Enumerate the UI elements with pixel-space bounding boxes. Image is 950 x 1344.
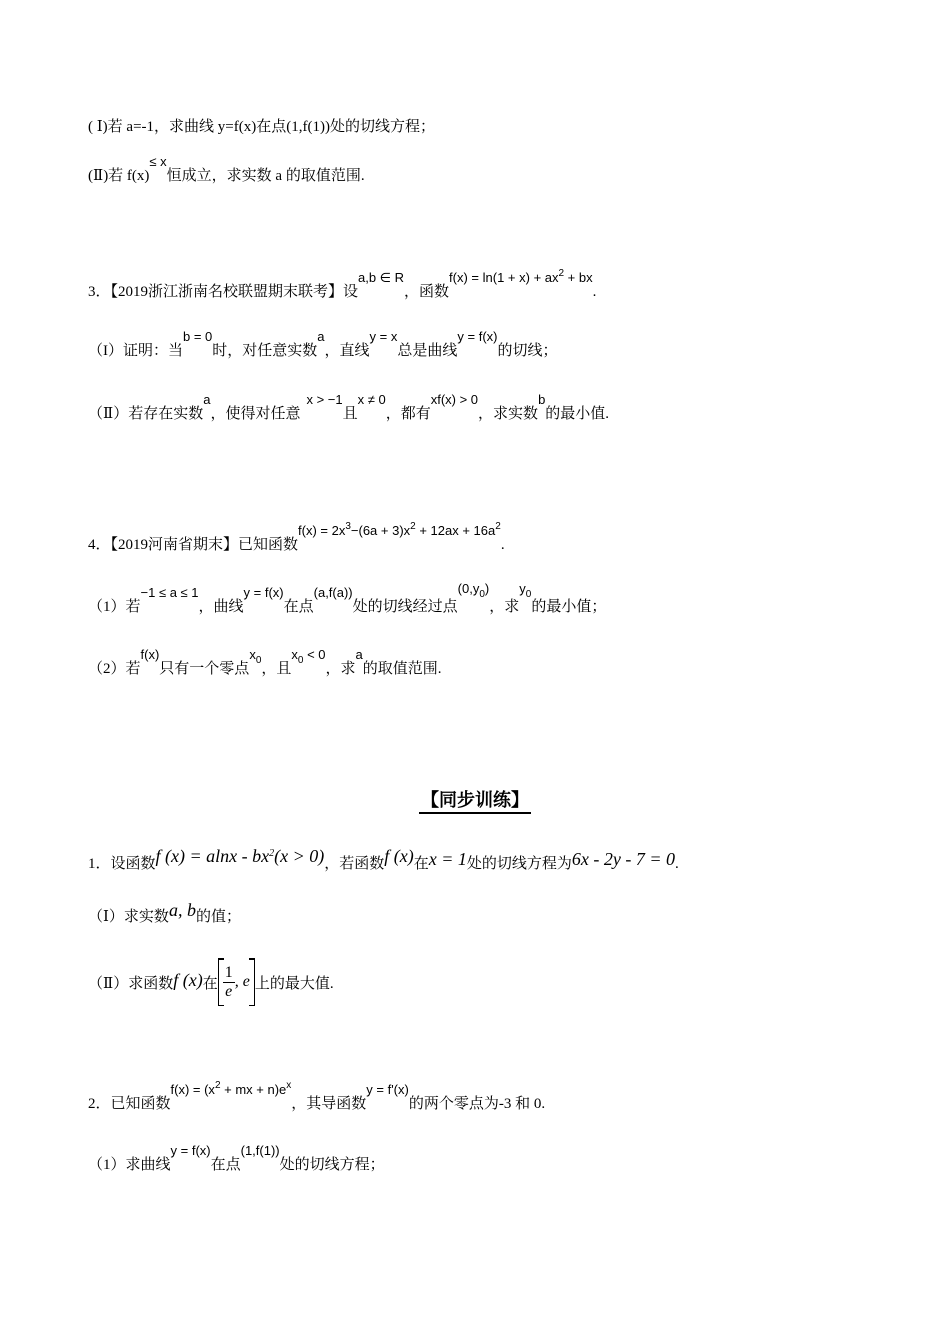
training1-header [88,846,679,876]
training2-header [88,1080,546,1116]
text: （2）若 [88,661,141,677]
training1-part2 [88,958,334,1008]
text: ，其导函数 [291,1096,367,1112]
text: ，求 [325,661,356,677]
formula-fx-cubic [298,523,501,538]
training2-part1 [88,1143,385,1175]
formula-y-eq-fx: y = f(x) [243,585,284,600]
exponent: 3 [345,521,351,532]
formula-x-gt-neg1: x > −1 [306,392,343,407]
formula-tangent-line: 6x - 2y - 7 = 0 [571,849,676,869]
formula-fraction [223,964,235,1001]
text: ，求 [489,599,520,615]
formula-fx-exp [171,1082,292,1097]
subscript: 0 [255,655,262,666]
formula-fx: f (x) [173,970,203,990]
formula-point: (1,f(1)) [240,1143,280,1158]
text: . [592,284,597,300]
exponent: x [286,1080,292,1091]
text: 在点 [283,599,314,615]
formula-a-range: −1 ≤ a ≤ 1 [140,585,199,600]
problem2-part2 [88,154,365,186]
exponent: 2 [558,268,565,279]
text: 处的切线方程为 [466,856,572,872]
formula-y-eq-x: y = x [369,329,398,344]
exponent: 2 [269,848,275,859]
formula-fx-def [156,846,325,866]
formula-derivative: y = f'(x) [366,1082,409,1097]
formula-part: (0,y [457,581,480,596]
text: 且 [342,406,358,422]
text: 总是曲线 [397,343,458,359]
text: 处的切线经过点 [352,599,458,615]
text: ，且 [261,661,292,677]
formula-x0-lt-0 [291,647,326,666]
formula-y-eq-fx: y = f(x) [457,329,498,344]
text: ，都有 [385,406,431,422]
text: 只有一个零点 [159,661,250,677]
formula-a: a [203,392,211,407]
text: 在 [202,976,218,992]
formula-x-eq-1: x = 1 [428,849,467,869]
formula-part: < 0 [303,647,326,662]
formula-part: + mx + n)e [220,1082,287,1097]
text: 在点 [210,1157,241,1173]
formula-y-eq-fx: y = f(x) [170,1143,211,1158]
problem3-part1 [88,329,558,361]
text: 的取值范围. [362,661,442,677]
formula-fx-ln [449,270,593,285]
text: ，若函数 [324,856,385,872]
exponent: 2 [410,521,416,532]
text: 在 [413,856,429,872]
formula-part: (x > 0) [274,846,325,866]
subscript: 0 [525,589,532,600]
formula-point-a: (a,f(a)) [313,585,353,600]
text: 的切线； [497,343,558,359]
text: （Ⅱ）求函数 [88,976,174,992]
text: ，曲线 [198,599,244,615]
formula-part: + 12ax + 16a [415,523,496,538]
subscript: 0 [297,655,304,666]
text: （1）求曲线 [88,1157,171,1173]
formula-b-zero: b = 0 [183,329,213,344]
formula-part: f (x) = alnx - bx [155,846,270,866]
text: （1）若 [88,599,141,615]
text: 时，对任意实数 [212,343,318,359]
formula-part: x [249,647,256,662]
problem4-source: 4．【2019河南省期末】已知函数 [88,537,299,553]
problem2-part1 [88,117,435,137]
formula-y0 [519,581,532,600]
formula-part: + bx [564,270,593,285]
formula-part: −(6a + 3)x [350,523,411,538]
text: ，直线 [324,343,370,359]
formula-part: f(x) = ln(1 + x) + ax [449,270,559,285]
text: 1．设函数 [88,856,156,872]
formula-a-b: a, b [168,900,196,920]
text: . [500,537,505,553]
text: （Ⅰ）求实数 [88,909,169,925]
section-heading [0,786,950,812]
text: 的两个零点为-3 和 0. [408,1096,546,1112]
problem2-part2-tail: 恒成立，求实数 a 的取值范围. [166,168,365,184]
formula-part: f(x) = 2x [298,523,346,538]
formula-part: , e [234,973,250,990]
problem3-header [88,268,597,304]
problem2-part2-lead: (Ⅱ)若 f(x) [88,168,150,184]
text: 2．已知函数 [88,1096,171,1112]
problem4-header [88,521,505,557]
formula-x0 [249,647,262,666]
text: . [675,856,679,872]
text: 的最小值； [531,599,607,615]
text: （I）证明：当 [88,343,183,359]
text: 的最小值. [545,406,610,422]
formula-fx: f (x) [384,846,414,866]
problem4-part1 [88,581,607,619]
text: 的值； [195,909,241,925]
formula-fx: f(x) [140,647,160,662]
formula-xfx-gt-0: xf(x) > 0 [430,392,479,407]
formula-interval [218,958,255,1006]
formula-a: a [317,329,325,344]
formula-x-ne-0: x ≠ 0 [357,392,386,407]
subscript: 0 [479,589,485,600]
section-heading-text: 【同步训练】 [419,790,531,814]
text: ，使得对任意 [210,406,301,422]
fraction-denominator: e [225,983,233,1001]
problem2-part1-text: ( Ⅰ)若 a=-1，求曲线 y=f(x)在点(1,f(1))处的切线方程； [88,119,435,135]
training1-part1 [88,900,241,927]
exponent: 2 [214,1080,221,1091]
problem4-part2 [88,647,442,681]
formula-part: f(x) = (x [170,1082,215,1097]
text: 上的最大值. [254,976,334,992]
exponent: 2 [495,521,501,532]
formula-part: ) [484,581,490,596]
formula-part: x [291,647,298,662]
text: ，函数 [404,284,450,300]
text: （Ⅱ）若存在实数 [88,406,204,422]
formula-a: a [355,647,363,662]
problem3-source: 3．【2019浙江浙南名校联盟期末联考】设 [88,284,359,300]
fraction-numerator: 1 [224,964,233,982]
text: 处的切线方程； [279,1157,385,1173]
formula-ab-in-r: a,b ∈ R [358,270,405,285]
text: ，求实数 [478,406,539,422]
problem3-part2 [88,392,610,424]
formula-le-x: ≤ x [149,154,167,169]
formula-part: y [519,581,526,596]
formula-b: b [538,392,546,407]
formula-point-y0 [457,581,490,600]
